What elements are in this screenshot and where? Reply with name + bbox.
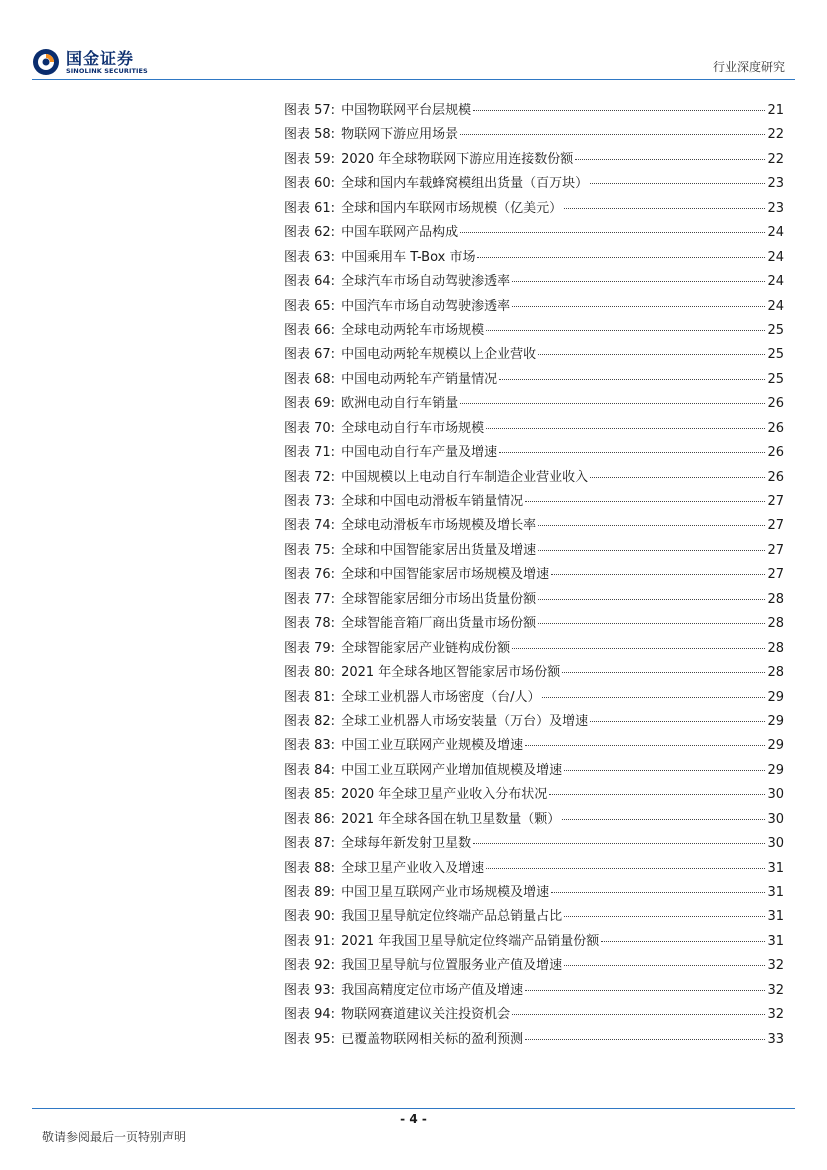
toc-entry[interactable] <box>284 221 784 245</box>
toc-dot-leader <box>538 550 765 551</box>
toc-entry-label: 图表 69: <box>284 396 336 412</box>
toc-entry[interactable] <box>284 148 784 172</box>
toc-dot-leader <box>590 477 765 478</box>
toc-entry-label: 图表 63: <box>284 249 336 265</box>
toc-entry[interactable] <box>284 1003 784 1027</box>
toc-entry-label: 图表 72: <box>284 469 336 485</box>
toc-entry-title[interactable]: 中国卫星互联网产业市场规模及增速 <box>341 885 550 900</box>
toc-entry-page[interactable]: 29 <box>767 713 784 729</box>
toc-entry-page[interactable]: 25 <box>767 347 784 363</box>
toc-dot-leader <box>564 916 765 917</box>
toc-entry[interactable] <box>284 197 784 221</box>
logo-english-name: SINOLINK SECURITIES <box>66 67 148 75</box>
toc-entry-page[interactable]: 24 <box>767 249 784 265</box>
toc-entry-page[interactable]: 28 <box>767 640 784 656</box>
toc-dot-leader <box>542 697 765 698</box>
toc-entry-label: 图表 58: <box>284 127 336 143</box>
toc-entry[interactable] <box>284 368 784 392</box>
toc-entry[interactable] <box>284 539 784 563</box>
toc-entry-title[interactable]: 全球智能音箱厂商出货量市场份额 <box>341 616 537 632</box>
toc-dot-leader <box>564 208 765 209</box>
toc-entry-page[interactable]: 21 <box>767 103 784 118</box>
toc-entry-label: 图表 76: <box>284 567 336 583</box>
toc-dot-leader <box>499 452 765 453</box>
toc-entry[interactable] <box>284 661 784 685</box>
toc-entry-label: 图表 64: <box>284 274 336 290</box>
toc-dot-leader <box>525 501 765 502</box>
toc-entry-label: 图表 59: <box>284 151 336 167</box>
toc-dot-leader <box>551 892 765 893</box>
toc-dot-leader <box>538 525 765 526</box>
toc-dot-leader <box>525 990 765 991</box>
toc-entry-title[interactable]: 全球智能家居细分市场出货量份额 <box>341 591 537 607</box>
toc-entry-title[interactable]: 我国卫星导航与位置服务业产值及增速 <box>341 958 563 974</box>
toc-entry-label: 图表 74: <box>284 518 336 534</box>
toc-entry[interactable] <box>284 1028 784 1052</box>
toc-dot-leader <box>512 648 765 649</box>
toc-entry-label: 图表 83: <box>284 738 336 754</box>
toc-dot-leader <box>486 330 765 331</box>
header-divider <box>32 79 795 80</box>
toc-entry[interactable] <box>284 930 784 954</box>
toc-dot-leader <box>562 672 765 673</box>
toc-dot-leader <box>460 134 765 135</box>
toc-dot-leader <box>512 1014 765 1015</box>
toc-entry[interactable] <box>284 466 784 490</box>
toc-dot-leader <box>538 623 765 624</box>
toc-dot-leader <box>525 1039 765 1040</box>
toc-dot-leader <box>551 574 765 575</box>
toc-dot-leader <box>525 745 765 746</box>
toc-entry-page[interactable]: 28 <box>767 591 784 607</box>
toc-dot-leader <box>473 110 765 111</box>
toc-entry-title[interactable]: 2021 年全球各国在轨卫星数量（颗） <box>341 811 561 827</box>
toc-entry[interactable] <box>284 710 784 734</box>
toc-entry[interactable] <box>284 246 784 270</box>
toc-entry-page[interactable]: 27 <box>767 494 784 509</box>
toc-entry-page[interactable]: 26 <box>767 445 784 461</box>
toc-entry-page[interactable]: 25 <box>767 371 784 387</box>
toc-dot-leader <box>473 843 765 844</box>
figure-index-list <box>284 99 784 1052</box>
toc-entry[interactable] <box>284 441 784 465</box>
disclaimer-text: 敬请参阅最后一页特别声明 <box>42 1130 187 1144</box>
toc-entry-label: 图表 94: <box>284 1007 336 1023</box>
toc-entry-page[interactable]: 23 <box>767 200 784 216</box>
toc-entry[interactable] <box>284 392 784 416</box>
toc-entry-title[interactable]: 全球卫星产业收入及增速 <box>341 860 485 876</box>
toc-entry[interactable] <box>284 979 784 1003</box>
toc-entry-label: 图表 85: <box>284 787 336 803</box>
toc-entry-title[interactable]: 全球每年新发射卫星数 <box>341 836 472 852</box>
toc-entry-label: 图表 87: <box>284 836 336 852</box>
toc-entry-title[interactable]: 全球和国内车联网市场规模（亿美元） <box>341 200 563 216</box>
toc-entry-page[interactable]: 30 <box>767 836 784 852</box>
toc-entry-page[interactable]: 28 <box>767 665 784 681</box>
toc-entry[interactable] <box>284 563 784 587</box>
toc-entry[interactable] <box>284 490 784 514</box>
toc-entry[interactable] <box>284 417 784 441</box>
toc-entry-label: 图表 93: <box>284 982 336 998</box>
company-logo <box>32 46 162 82</box>
toc-entry-page[interactable]: 22 <box>767 127 784 143</box>
toc-dot-leader <box>575 159 765 160</box>
toc-entry-page[interactable]: 22 <box>767 151 784 167</box>
toc-entry-title[interactable]: 全球工业机器人市场安装量（万台）及增速 <box>341 713 589 729</box>
toc-entry[interactable] <box>284 954 784 978</box>
toc-entry[interactable] <box>284 612 784 636</box>
toc-entry-title[interactable]: 全球和中国智能家居出货量及增速 <box>341 542 537 558</box>
toc-dot-leader <box>486 428 765 429</box>
toc-entry[interactable] <box>284 832 784 856</box>
toc-entry-label: 图表 68: <box>284 371 336 387</box>
toc-entry-title[interactable]: 全球电动两轮车市场规模 <box>341 322 485 338</box>
toc-entry-title[interactable]: 全球汽车市场自动驾驶渗透率 <box>341 274 511 290</box>
toc-dot-leader <box>512 306 765 307</box>
toc-entry-page[interactable]: 31 <box>767 885 784 900</box>
toc-entry[interactable] <box>284 905 784 929</box>
toc-entry-label: 图表 67: <box>284 347 336 363</box>
toc-entry-label: 图表 88: <box>284 860 336 876</box>
toc-entry-title[interactable]: 中国规模以上电动自行车制造企业营业收入 <box>341 469 589 485</box>
toc-dot-leader <box>562 819 765 820</box>
toc-entry-title[interactable]: 我国卫星导航定位终端产品总销量占比 <box>341 909 563 925</box>
toc-entry-page[interactable]: 26 <box>767 396 784 412</box>
toc-entry[interactable] <box>284 857 784 881</box>
toc-entry-page[interactable]: 32 <box>767 1007 784 1023</box>
toc-entry[interactable] <box>284 295 784 319</box>
toc-dot-leader <box>549 794 765 795</box>
toc-entry-title[interactable]: 已覆盖物联网相关标的盈利预测 <box>341 1031 524 1047</box>
toc-dot-leader <box>460 232 765 233</box>
toc-dot-leader <box>499 379 765 380</box>
toc-entry-page[interactable]: 32 <box>767 958 784 974</box>
toc-entry-label: 图表 66: <box>284 322 336 338</box>
toc-entry-page[interactable]: 27 <box>767 567 784 583</box>
toc-entry-title[interactable]: 全球电动自行车市场规模 <box>341 420 485 436</box>
toc-dot-leader <box>477 257 765 258</box>
toc-entry[interactable] <box>284 808 784 832</box>
toc-entry[interactable] <box>284 123 784 147</box>
toc-entry[interactable] <box>284 734 784 758</box>
toc-entry-page[interactable]: 30 <box>767 787 784 803</box>
toc-entry-title[interactable]: 我国高精度定位市场产值及增速 <box>341 982 524 998</box>
toc-entry[interactable] <box>284 343 784 367</box>
report-type-label: 行业深度研究 <box>712 60 785 74</box>
page-number: - 4 - <box>400 1112 427 1126</box>
toc-entry-page[interactable]: 23 <box>767 176 784 192</box>
toc-entry-label: 图表 92: <box>284 958 336 974</box>
toc-entry-title[interactable]: 全球和中国电动滑板车销量情况 <box>341 494 524 509</box>
toc-entry-page[interactable]: 27 <box>767 542 784 558</box>
toc-entry-title[interactable]: 中国车联网产品构成 <box>341 225 459 241</box>
toc-entry-title[interactable]: 中国电动两轮车规模以上企业营收 <box>341 347 537 363</box>
toc-entry-label: 图表 82: <box>284 713 336 729</box>
toc-dot-leader <box>486 868 765 869</box>
toc-entry-label: 图表 61: <box>284 200 336 216</box>
toc-entry-title[interactable]: 中国物联网平台层规模 <box>341 103 472 118</box>
toc-entry-title[interactable]: 全球和中国智能家居市场规模及增速 <box>341 567 550 583</box>
toc-entry-page[interactable]: 24 <box>767 298 784 314</box>
toc-entry-label: 图表 78: <box>284 616 336 632</box>
toc-entry-label: 图表 90: <box>284 909 336 925</box>
toc-entry-page[interactable]: 29 <box>767 762 784 778</box>
toc-entry-label: 图表 57: <box>284 103 336 118</box>
toc-entry-title[interactable]: 全球智能家居产业链构成份额 <box>341 640 511 656</box>
toc-entry-label: 图表 70: <box>284 420 336 436</box>
toc-entry-title[interactable]: 中国工业互联网产业增加值规模及增速 <box>341 762 563 778</box>
toc-entry-label: 图表 86: <box>284 811 336 827</box>
toc-entry-title[interactable]: 欧洲电动自行车销量 <box>341 396 459 412</box>
toc-entry-label: 图表 84: <box>284 762 336 778</box>
toc-entry-page[interactable]: 31 <box>767 909 784 925</box>
toc-entry-label: 图表 77: <box>284 591 336 607</box>
toc-entry-page[interactable]: 30 <box>767 811 784 827</box>
toc-entry-label: 图表 80: <box>284 665 336 681</box>
toc-entry-label: 图表 65: <box>284 298 336 314</box>
toc-entry-label: 图表 79: <box>284 640 336 656</box>
toc-entry-title[interactable]: 物联网赛道建议关注投资机会 <box>341 1007 511 1023</box>
logo-chinese-name: 国金证券 <box>66 49 135 68</box>
toc-entry-label: 图表 95: <box>284 1031 336 1047</box>
toc-entry-label: 图表 71: <box>284 445 336 461</box>
toc-entry-title[interactable]: 物联网下游应用场景 <box>341 127 459 143</box>
toc-entry-page[interactable]: 24 <box>767 225 784 241</box>
toc-entry[interactable] <box>284 588 784 612</box>
toc-entry-label: 图表 91: <box>284 933 336 949</box>
toc-entry-title[interactable]: 全球电动滑板车市场规模及增长率 <box>341 518 537 534</box>
toc-entry-title[interactable]: 2021 年全球各地区智能家居市场份额 <box>341 665 561 681</box>
toc-entry-title[interactable]: 2020 年全球卫星产业收入分布状况 <box>341 787 548 803</box>
toc-dot-leader <box>590 183 765 184</box>
footer-divider <box>32 1108 795 1109</box>
toc-entry[interactable] <box>284 319 784 343</box>
toc-dot-leader <box>590 721 765 722</box>
toc-entry-page[interactable]: 29 <box>767 738 784 754</box>
toc-entry-page[interactable]: 26 <box>767 420 784 436</box>
toc-entry-page[interactable]: 32 <box>767 982 784 998</box>
toc-entry[interactable] <box>284 99 784 123</box>
toc-entry-page[interactable]: 29 <box>767 689 784 705</box>
toc-entry-label: 图表 73: <box>284 494 336 509</box>
toc-entry-label: 图表 81: <box>284 689 336 705</box>
toc-entry-label: 图表 60: <box>284 176 336 192</box>
toc-entry-label: 图表 75: <box>284 542 336 558</box>
toc-dot-leader <box>538 599 765 600</box>
toc-entry-title[interactable]: 全球和国内车载蜂窝模组出货量（百万块） <box>341 176 589 192</box>
toc-dot-leader <box>512 281 765 282</box>
toc-entry[interactable] <box>284 514 784 538</box>
toc-entry-title[interactable]: 中国电动自行车产量及增速 <box>341 445 498 461</box>
toc-entry-label: 图表 62: <box>284 225 336 241</box>
toc-entry[interactable] <box>284 783 784 807</box>
toc-entry-page[interactable]: 31 <box>767 933 784 949</box>
toc-entry-page[interactable]: 25 <box>767 322 784 338</box>
toc-dot-leader <box>564 770 765 771</box>
toc-entry-title[interactable]: 2021 年我国卫星导航定位终端产品销量份额 <box>341 933 600 949</box>
toc-entry-label: 图表 89: <box>284 885 336 900</box>
toc-entry-page[interactable]: 28 <box>767 616 784 632</box>
toc-entry-title[interactable]: 中国电动两轮车产销量情况 <box>341 371 498 387</box>
toc-entry-title[interactable]: 中国汽车市场自动驾驶渗透率 <box>341 298 511 314</box>
toc-entry-page[interactable]: 33 <box>767 1031 784 1047</box>
toc-dot-leader <box>460 403 765 404</box>
toc-entry[interactable] <box>284 270 784 294</box>
toc-entry-page[interactable]: 31 <box>767 860 784 876</box>
toc-entry-title[interactable]: 全球工业机器人市场密度（台/人） <box>341 689 541 705</box>
toc-entry-title[interactable]: 2020 年全球物联网下游应用连接数份额 <box>341 151 574 167</box>
company-logo-icon <box>32 48 60 76</box>
toc-entry-page[interactable]: 27 <box>767 518 784 534</box>
toc-dot-leader <box>538 354 765 355</box>
toc-entry-page[interactable]: 24 <box>767 274 784 290</box>
toc-entry[interactable] <box>284 686 784 710</box>
toc-entry[interactable] <box>284 881 784 905</box>
toc-entry[interactable] <box>284 172 784 196</box>
toc-entry[interactable] <box>284 637 784 661</box>
toc-entry-title[interactable]: 中国工业互联网产业规模及增速 <box>341 738 524 754</box>
toc-dot-leader <box>564 965 765 966</box>
toc-dot-leader <box>601 941 765 942</box>
toc-entry[interactable] <box>284 759 784 783</box>
toc-entry-page[interactable]: 26 <box>767 469 784 485</box>
toc-entry-title[interactable]: 中国乘用车 T-Box 市场 <box>341 249 476 265</box>
